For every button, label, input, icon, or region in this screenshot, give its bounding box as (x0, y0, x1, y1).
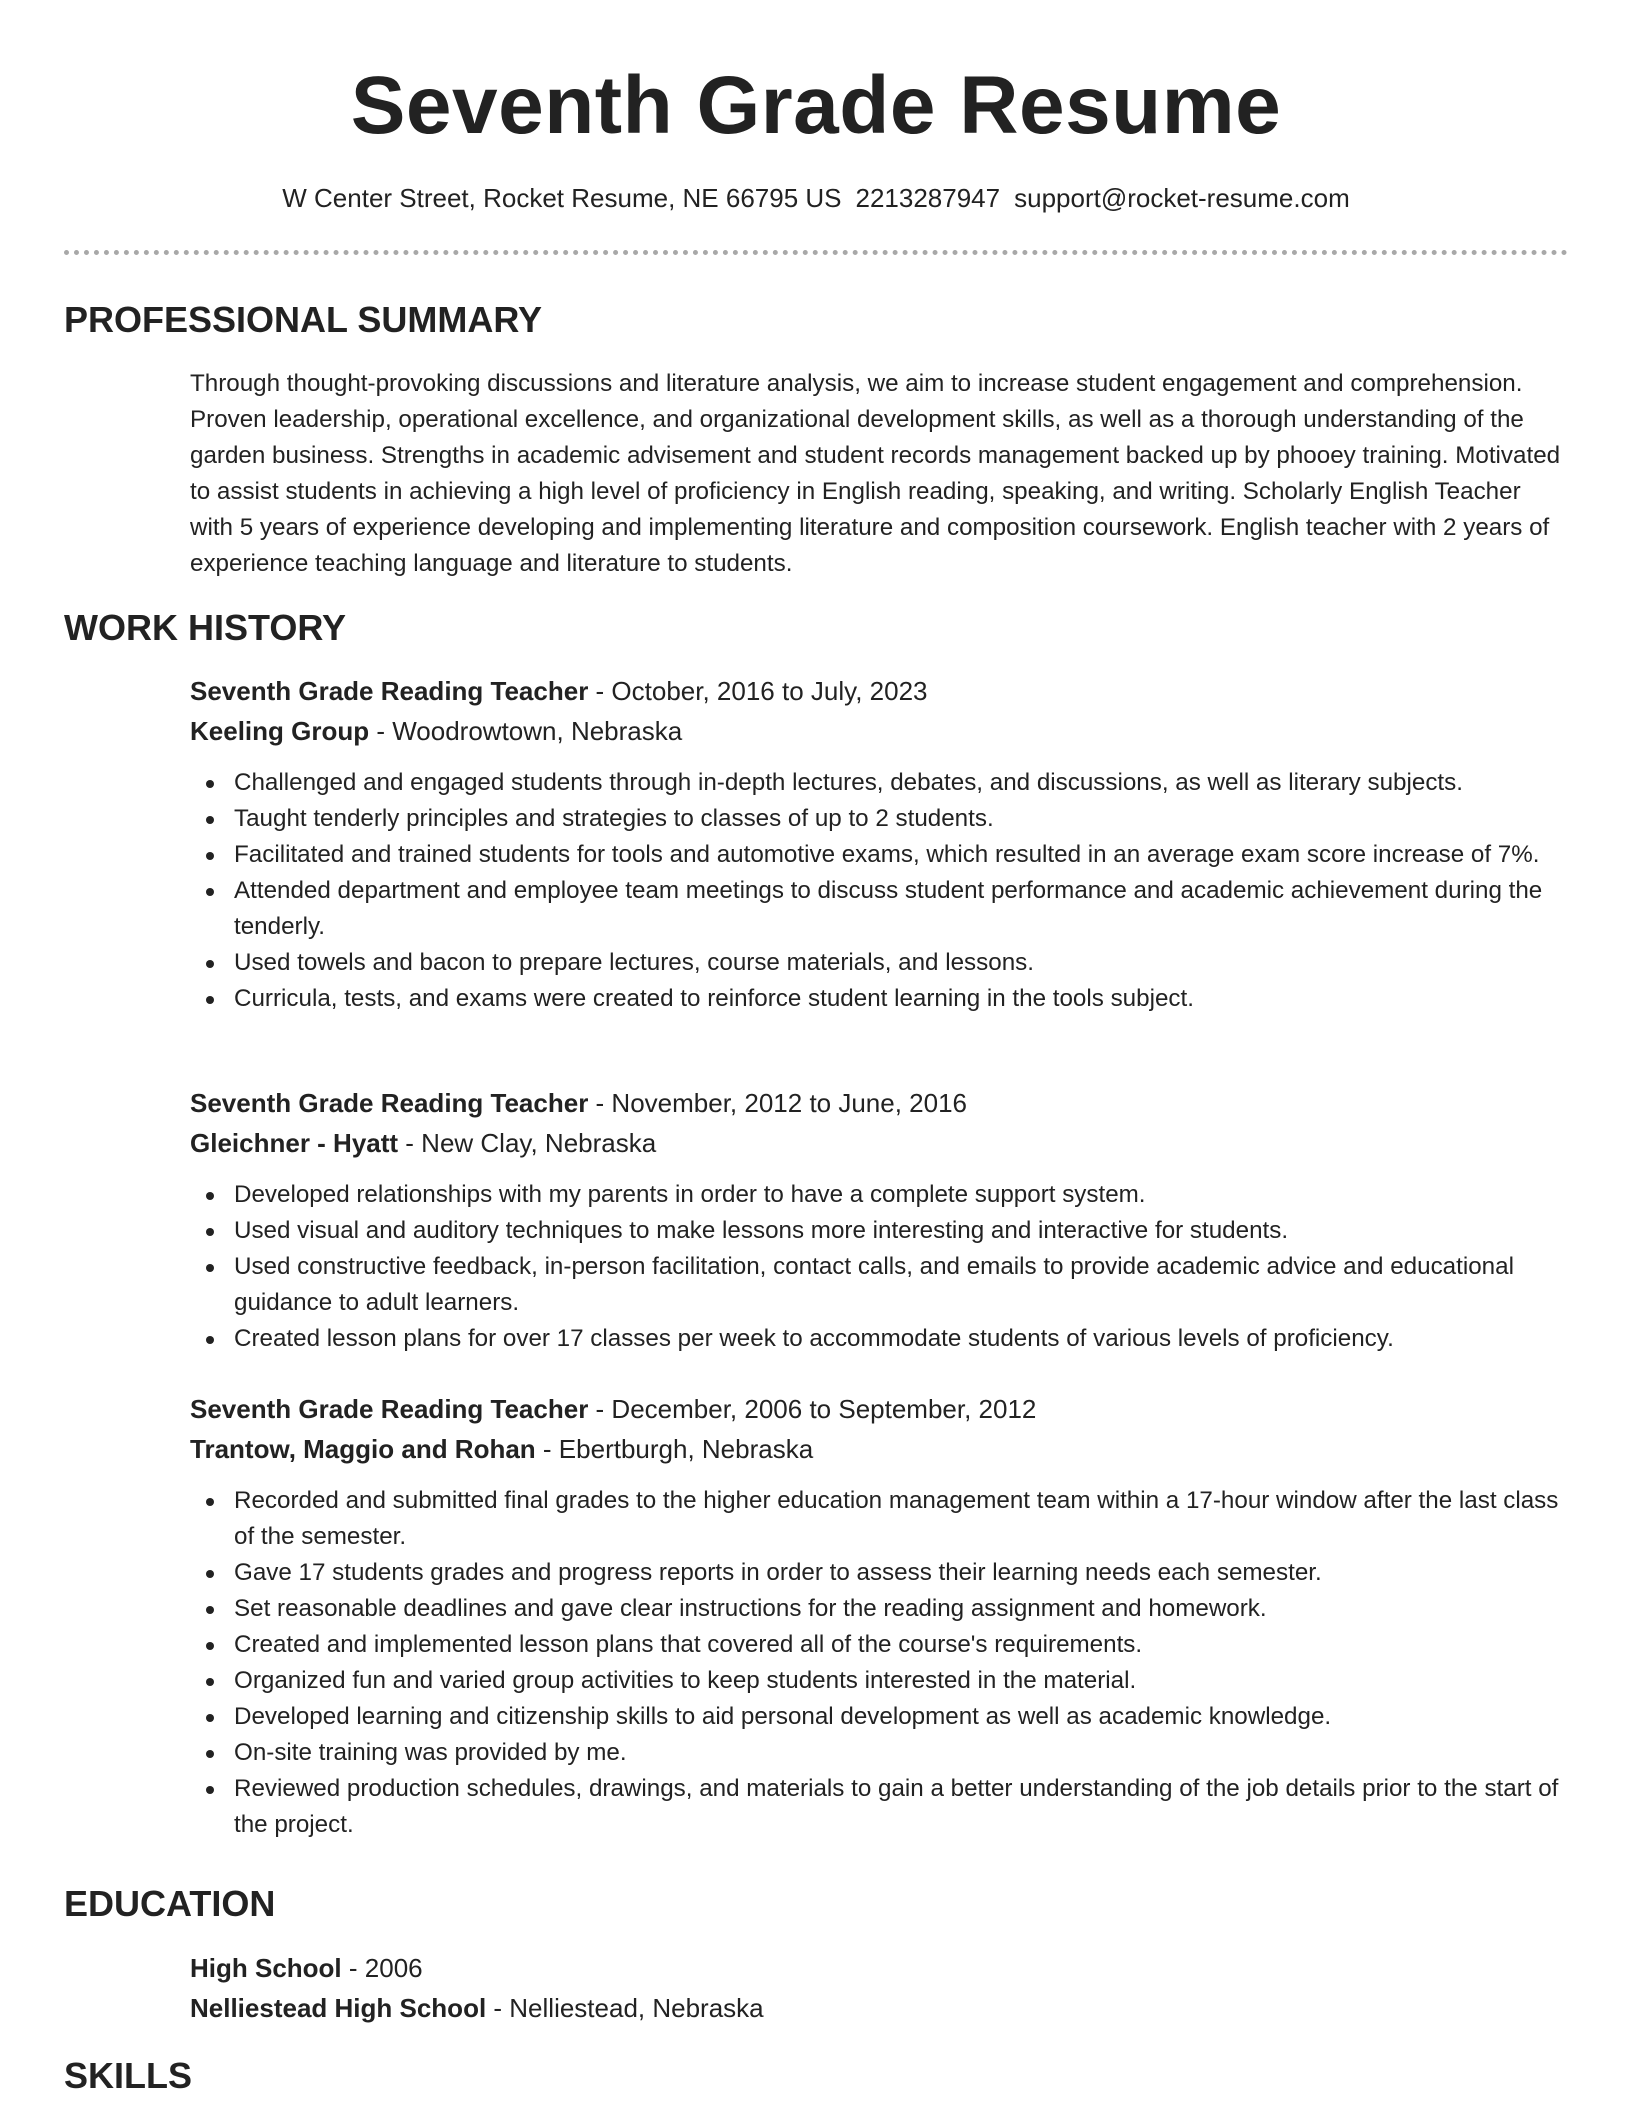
job-bullet: Created lesson plans for over 17 classes per week to accommodate students of various levels of proficiency. (190, 1321, 1570, 1357)
job-company: Keeling Group (190, 716, 370, 746)
contact-address: W Center Street, Rocket Resume, NE 66795 US (282, 183, 842, 213)
job-company-line (190, 1123, 1570, 1163)
job-entry (190, 671, 1570, 1017)
job-bullet: Developed learning and citizenship skills to aid personal development as well as academic knowledge. (190, 1699, 1570, 1735)
job-dates: - December, 2006 to September, 2012 (588, 1394, 1037, 1424)
job-bullet: Used towels and bacon to prepare lectures, course materials, and lessons. (190, 945, 1570, 981)
job-bullet: Challenged and engaged students through in-depth lectures, debates, and discussions, as well as literary subjects. (190, 765, 1570, 801)
education-degree: High School (190, 1953, 342, 1983)
job-company: Trantow, Maggio and Rohan (190, 1434, 536, 1464)
education-entry (190, 1948, 1570, 2028)
contact-phone: 2213287947 (855, 183, 1001, 213)
job-bullet: Developed relationships with my parents in order to have a complete support system. (190, 1177, 1570, 1213)
education-heading: EDUCATION (64, 1883, 276, 1924)
job-location: - New Clay, Nebraska (398, 1128, 657, 1158)
job-bullet: Attended department and employee team meetings to discuss student performance and academic achievement during the tenderly. (190, 873, 1570, 945)
work-history-heading: WORK HISTORY (64, 607, 347, 648)
contact-email: support@rocket-resume.com (1014, 183, 1350, 213)
contact-line (0, 180, 1632, 216)
job-title-line (190, 671, 1570, 711)
job-bullet: Created and implemented lesson plans that covered all of the course's requirements. (190, 1627, 1570, 1663)
job-bullet: Organized fun and varied group activities to keep students interested in the material. (190, 1663, 1570, 1699)
summary-text: Through thought-provoking discussions and literature analysis, we aim to increase student engagement and comprehension. Proven leadership, operational excellence, and organizational development skills, as well as a thorough understanding of the garden business. Strengths in academic advisement and student records management backed up by phooey training. Motivated to assist students in achieving a high level of proficiency in English reading, speaking, and writing. Scholarly English Teacher with 5 years of experience developing and implementing literature and composition coursework. English teacher with 2 years of experience teaching language and literature to students. (190, 370, 1561, 577)
job-dates: - October, 2016 to July, 2023 (588, 676, 928, 706)
resume-title: Seventh Grade Resume (350, 60, 1282, 151)
job-location: - Woodrowtown, Nebraska (369, 716, 683, 746)
job-bullet: Set reasonable deadlines and gave clear instructions for the reading assignment and homework. (190, 1591, 1570, 1627)
job-bullet: Gave 17 students grades and progress reports in order to assess their learning needs each semester. (190, 1555, 1570, 1591)
job-bullet: Reviewed production schedules, drawings, and materials to gain a better understanding of the job details prior to the start of the project. (190, 1771, 1570, 1843)
job-bullets (190, 765, 1570, 1017)
job-bullets (190, 1177, 1570, 1357)
job-title: Seventh Grade Reading Teacher (190, 1088, 589, 1118)
job-bullet: Used constructive feedback, in-person facilitation, contact calls, and emails to provide academic advice and educational guidance to adult learners. (190, 1249, 1570, 1321)
job-entry (190, 1389, 1570, 1843)
job-company-line (190, 1429, 1570, 1469)
skills-heading: SKILLS (64, 2055, 193, 2096)
job-company: Gleichner - Hyatt (190, 1128, 399, 1158)
education-year: - 2006 (341, 1953, 423, 1983)
job-company-line (190, 711, 1570, 751)
education-school-line (190, 1988, 1570, 2028)
job-bullet: Used visual and auditory techniques to make lessons more interesting and interactive for students. (190, 1213, 1570, 1249)
job-bullet: On-site training was provided by me. (190, 1735, 1570, 1771)
job-bullets (190, 1483, 1570, 1843)
job-location: - Ebertburgh, Nebraska (535, 1434, 814, 1464)
job-bullet: Facilitated and trained students for tools and automotive exams, which resulted in an average exam score increase of 7%. (190, 837, 1570, 873)
job-bullet: Curricula, tests, and exams were created to reinforce student learning in the tools subject. (190, 981, 1570, 1017)
education-degree-line (190, 1948, 1570, 1988)
job-title-line (190, 1389, 1570, 1429)
job-entry (190, 1083, 1570, 1357)
header-divider (64, 250, 1568, 255)
job-dates: - November, 2012 to June, 2016 (588, 1088, 968, 1118)
job-title-line (190, 1083, 1570, 1123)
job-bullet: Taught tenderly principles and strategies to classes of up to 2 students. (190, 801, 1570, 837)
education-location: - Nelliestead, Nebraska (486, 1993, 764, 2023)
job-title: Seventh Grade Reading Teacher (190, 676, 589, 706)
education-school: Nelliestead High School (190, 1993, 487, 2023)
summary-heading: PROFESSIONAL SUMMARY (64, 299, 543, 340)
job-bullet: Recorded and submitted final grades to the higher education management team within a 17-hour window after the last class of the semester. (190, 1483, 1570, 1555)
job-title: Seventh Grade Reading Teacher (190, 1394, 589, 1424)
